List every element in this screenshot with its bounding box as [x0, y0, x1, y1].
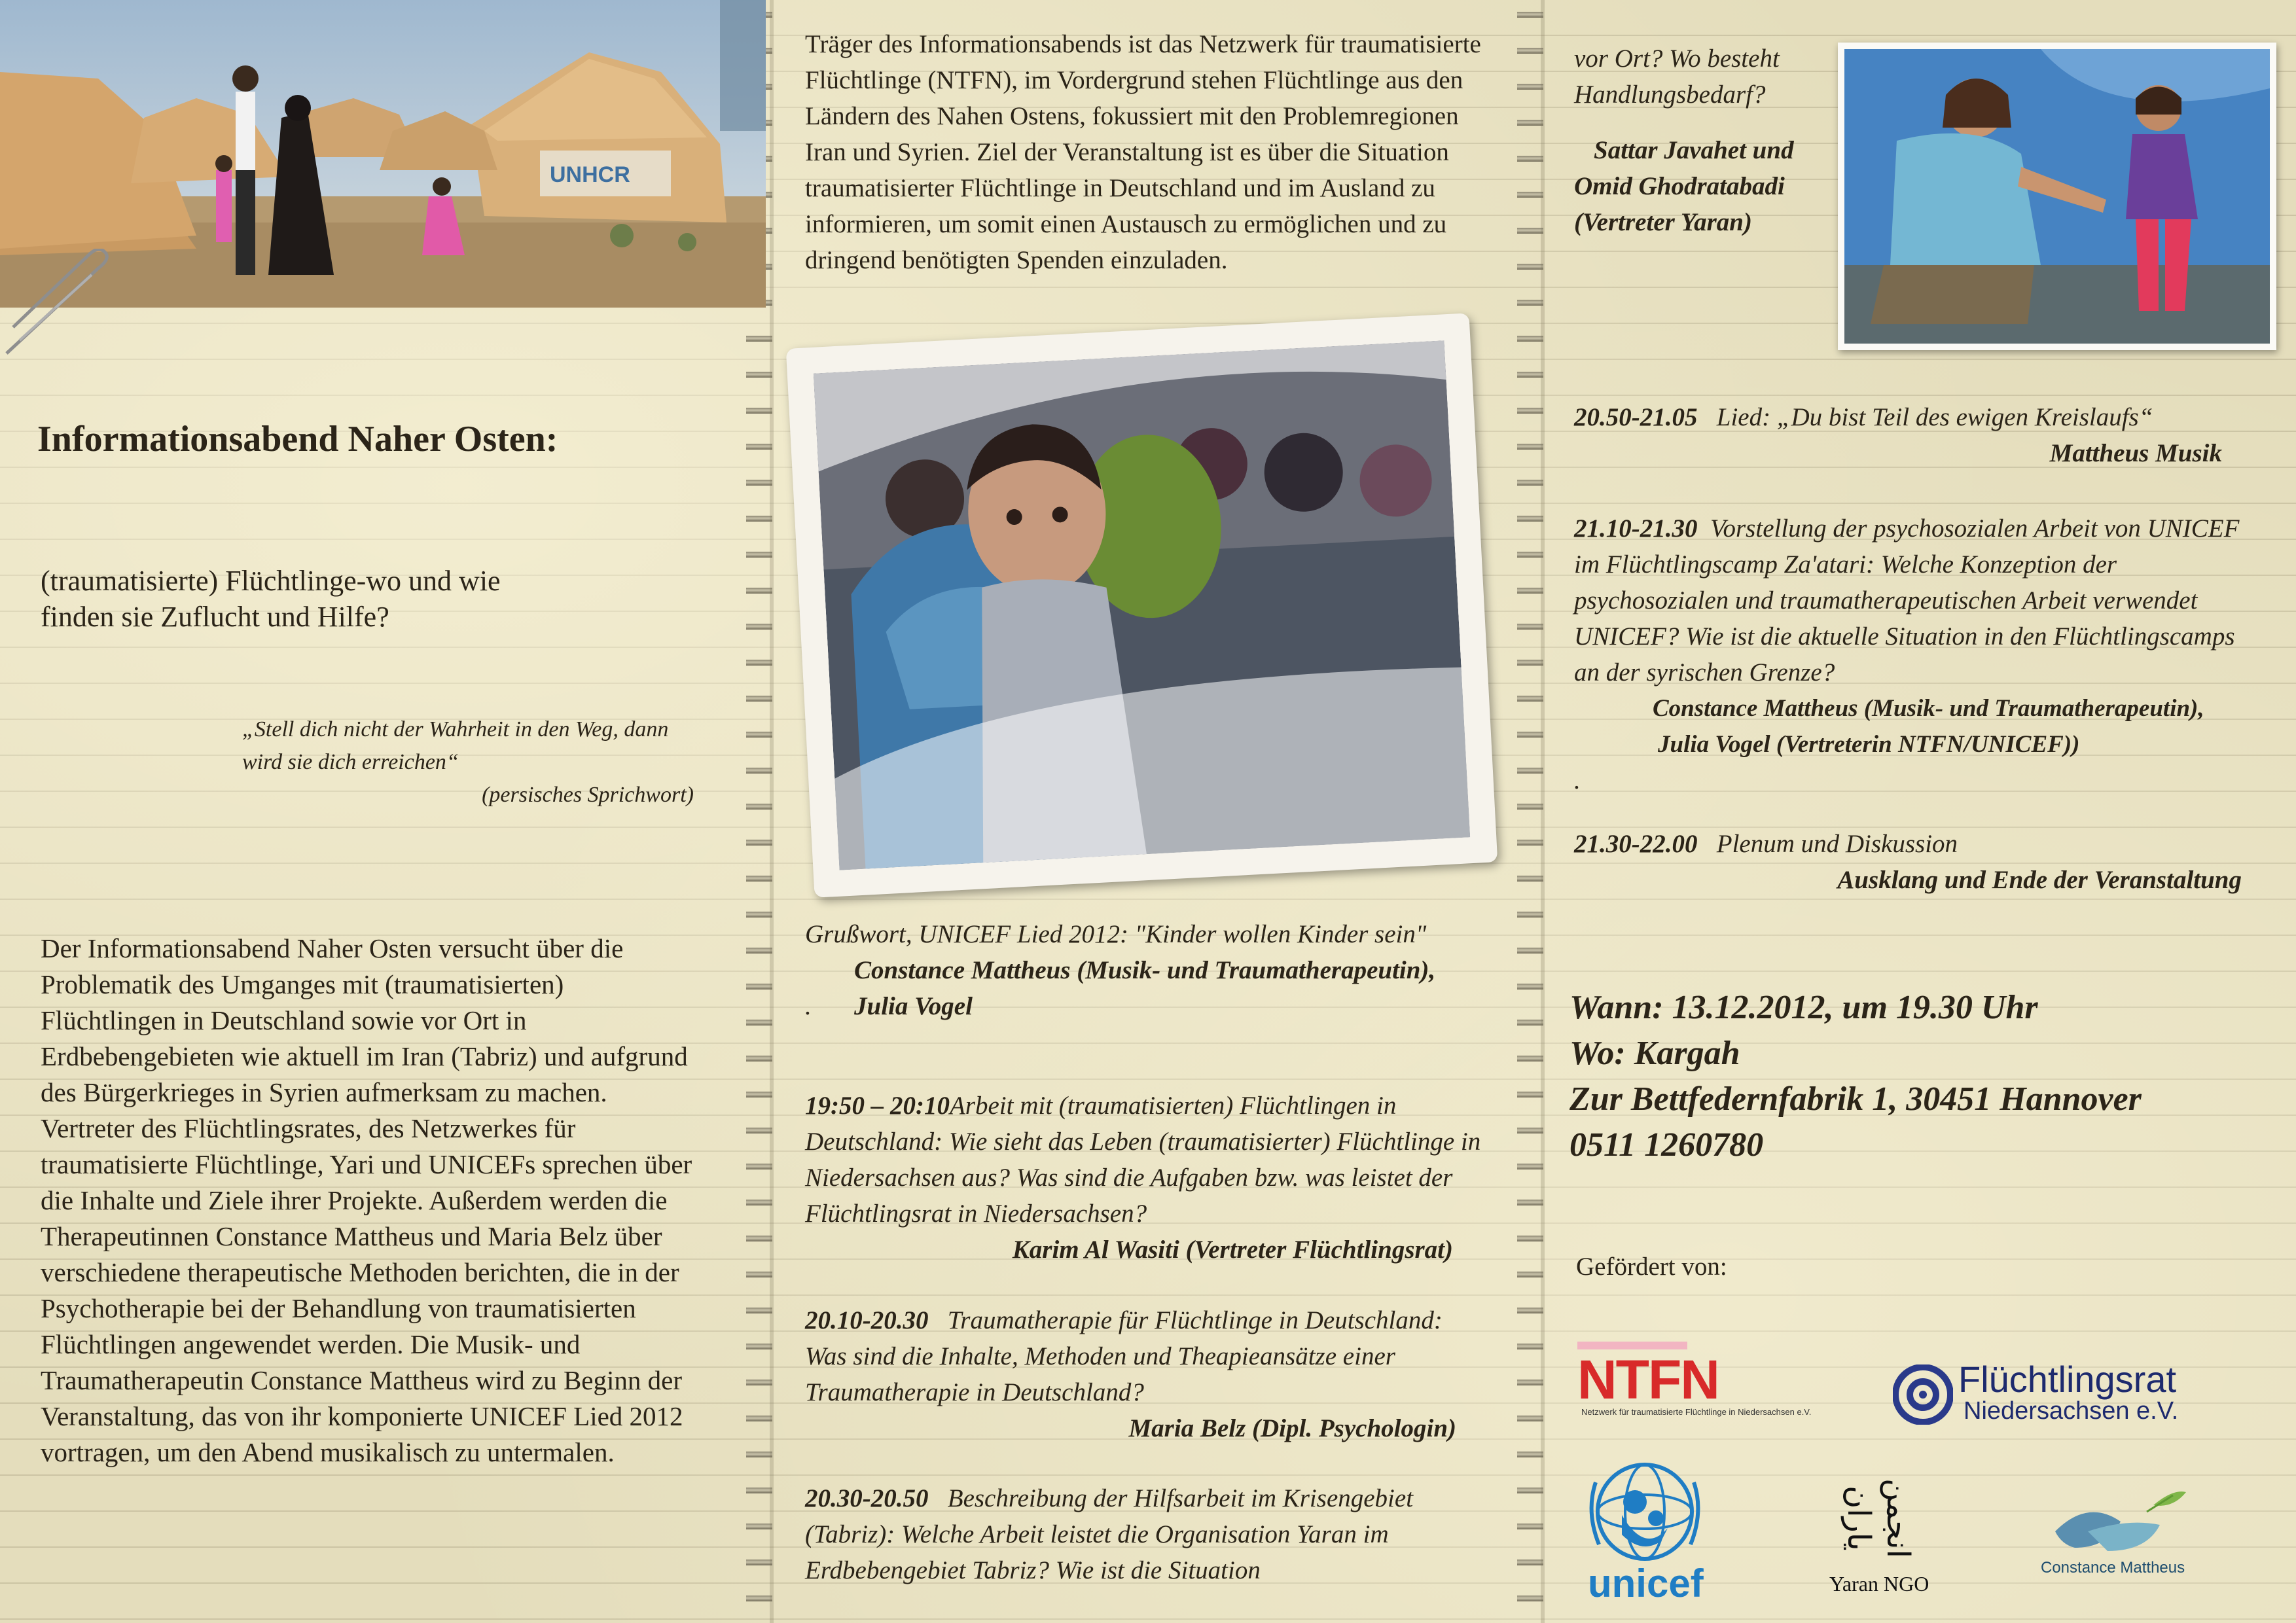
- program-item-2: [805, 1302, 1486, 1446]
- program-item-1: [805, 1088, 1486, 1268]
- yaran-logo: [1820, 1466, 1950, 1607]
- item-3-speaker-1: Sattar Javahet und: [1594, 136, 1794, 164]
- item-2-speaker: Maria Belz (Dipl. Psychologin): [1128, 1414, 1456, 1442]
- unhcr-tent-label: UNHCR: [550, 162, 630, 187]
- item-5-dot: .: [1574, 766, 1581, 794]
- item-4-text: Lied: „Du bist Teil des ewigen Kreislaufs“: [1716, 403, 2153, 431]
- item-1-speaker: Karim Al Wasiti (Vertreter Flüchtlingsrat): [1012, 1236, 1453, 1264]
- item-5-speaker-1: Constance Mattheus (Musik- und Traumatherapeutin),: [1653, 695, 2204, 722]
- item-5-time: 21.10-21.30: [1574, 514, 1698, 543]
- persian-proverb-quote: [242, 713, 694, 812]
- unicef-emblem-icon: [1583, 1456, 1707, 1567]
- item-5-text: Vorstellung der psychosozialen Arbeit von UNICEF im Flüchtlingscamp Za'atari: Welche Konzeption der psychosozialen und traumatherapeutischen Arbeit verwendet UNICEF? Wie ist die aktuelle Situation in den Flüchtlingscamps an der syrischen Grenze?: [1574, 514, 2240, 687]
- program-item-6: [1574, 826, 2261, 898]
- item-4-speaker: Mattheus Musik: [2049, 439, 2222, 467]
- fluechtlingsrat-emblem-icon: [1893, 1364, 1953, 1425]
- intro-paragraph: Der Informationsabend Naher Osten versucht über die Problematik des Umganges mit (traumatisierten) Flüchtlingen in Deutschland sowie vor Ort in Erdbebengebieten wie aktuell im Iran (Tabriz) und aufgrund des Bürgerkrieges in Syrien aufmerksam zu machen. Vertreter des Flüchtlingsrates, des Netzwerkes für traumatisierte Flüchtlinge, Yari und UNICEFs sprechen über die Inhalte und Ziele ihrer Projekte. Außerdem werden die Therapeutinnen Constance Mattheus und Maria Belz über verschiedene therapeutische Methoden berichten, die in der Psychotherapie bei der Behandlung von traumatisierten Flüchtlingen angewendet werden. Die Musik- und Traumatherapeutin Constance Mattheus wird zu Beginn der Veranstaltung, das von ihr komponierte UNICEF Lied 2012 vortragen, um den Abend musikalisch zu untermalen.: [41, 933, 692, 1467]
- paperclip-icon: [0, 249, 118, 360]
- constance-mattheus-logo: [2036, 1486, 2206, 1590]
- item-3-speaker-3: (Vertreter Yaran): [1574, 208, 1752, 236]
- unicef-logo: [1576, 1456, 1713, 1607]
- greeting-speaker-2-line: [805, 988, 1486, 1024]
- notebook-spiral-right: [1517, 0, 1543, 1623]
- greeting-text: Grußwort, UNICEF Lied 2012: "Kinder wollen Kinder sein": [805, 920, 1427, 948]
- child-photo-frame: [786, 313, 1498, 898]
- page-title: Informationsabend Naher Osten:: [37, 419, 558, 459]
- item-3-time: 20.30-20.50: [805, 1484, 929, 1512]
- quote-text: „Stell dich nicht der Wahrheit in den Weg, dann wird sie dich erreichen“: [242, 717, 669, 774]
- program-item-3: [805, 1480, 1486, 1588]
- greeting-speaker-1: Constance Mattheus (Musik- und Traumatherapeutin),: [854, 956, 1436, 984]
- item-3-text-continued: vor Ort? Wo besteht Handlungsbedarf?: [1574, 45, 1780, 109]
- ntfn-logo: [1577, 1342, 1852, 1420]
- event-details: [1570, 985, 2263, 1168]
- fluechtlingsrat-subtitle: Niedersachsen e.V.: [1964, 1397, 2179, 1425]
- subtitle: (traumatisierte) Flüchtlinge-wo und wie finden sie Zuflucht und Hilfe?: [41, 565, 501, 633]
- ntfn-logo-text: NTFN: [1577, 1349, 1719, 1410]
- item-4-time: 20.50-21.05: [1574, 403, 1698, 431]
- fold-line-left: [770, 0, 774, 1623]
- event-where: Wo: Kargah: [1570, 1035, 1740, 1072]
- event-phone: 0511 1260780: [1570, 1126, 1764, 1164]
- program-item-3-continued: [1574, 41, 1836, 240]
- yaran-logo-text: Yaran NGO: [1829, 1572, 1929, 1596]
- aid-worker-photo-frame: [1838, 43, 2276, 350]
- refugee-child-photo: [814, 340, 1470, 870]
- quote-source: (persisches Sprichwort): [482, 783, 694, 807]
- ntfn-logo-subtitle: Netzwerk für traumatisierte Flüchtlinge in Niedersachsen e.V.: [1581, 1407, 1812, 1417]
- greeting-dot: .: [805, 992, 812, 1020]
- item-1-time: 19:50 – 20:10: [805, 1092, 950, 1120]
- item-2-text: Traumatherapie für Flüchtlinge in Deutschland: Was sind die Inhalte, Methoden und Theapieansätze einer Traumatherapie in Deutschland?: [805, 1306, 1443, 1406]
- aid-worker-photo: [1844, 49, 2270, 344]
- unicef-logo-text: unicef: [1588, 1561, 1704, 1605]
- fold-line-right: [1541, 0, 1545, 1623]
- item-1-text: Arbeit mit (traumatisierten) Flüchtlingen in Deutschland: Wie sieht das Leben (traumatisierter) Flüchtlinge in Niedersachsen aus? Was sind die Aufgaben bzw. was leistet der Flüchtlingsrat in Niedersachsen?: [805, 1092, 1481, 1228]
- item-3-text: Beschreibung der Hilfsarbeit im Krisengebiet (Tabriz): Welche Arbeit leistet die Organisation Yaran im Erdbebengebiet Tabriz? Wie ist die Situation: [805, 1484, 1414, 1584]
- bird-leaf-icon: [2049, 1486, 2193, 1558]
- fluechtlingsrat-name: Flüchtlingsrat: [1958, 1359, 2177, 1400]
- program-item-5: [1574, 510, 2261, 798]
- sponsors-label: Gefördert von:: [1576, 1253, 1727, 1281]
- constance-logo-text: Constance Mattheus: [2041, 1559, 2185, 1577]
- program-item-4: [1574, 399, 2261, 471]
- yaran-script: انجمن یاران: [1840, 1478, 1916, 1558]
- event-when: Wann: 13.12.2012, um 19.30 Uhr: [1570, 989, 2038, 1026]
- event-address: Zur Bettfedernfabrik 1, 30451 Hannover: [1570, 1080, 2142, 1118]
- item-3-speaker-2: Omid Ghodratabadi: [1574, 172, 1785, 200]
- organizer-paragraph: Träger des Informationsabends ist das Netzwerk für traumatisierte Flüchtlinge (NTFN), im Vordergrund stehen Flüchtlinge aus den Ländern des Nahen Ostens, fokussiert mit den Problemregionen Iran und Syrien. Ziel der Veranstaltung ist es über die Situation traumatisierter Flüchtlinge in Deutschland und im Ausland zu informieren, um somit einen Austausch zu ermöglichen und zu dringend benötigten Spenden einzuladen.: [805, 30, 1481, 274]
- item-2-time: 20.10-20.30: [805, 1306, 929, 1334]
- program-greeting: [805, 916, 1486, 1024]
- greeting-speaker-2: Julia Vogel: [854, 992, 973, 1020]
- item-6-text: Plenum und Diskussion: [1716, 830, 1958, 858]
- item-6-speaker: Ausklang und Ende der Veranstaltung: [1837, 866, 2242, 894]
- item-6-time: 21.30-22.00: [1574, 830, 1698, 858]
- fluechtlingsrat-logo: [1893, 1358, 2233, 1423]
- item-5-speaker-2: Julia Vogel (Vertreterin NTFN/UNICEF)): [1658, 731, 2080, 758]
